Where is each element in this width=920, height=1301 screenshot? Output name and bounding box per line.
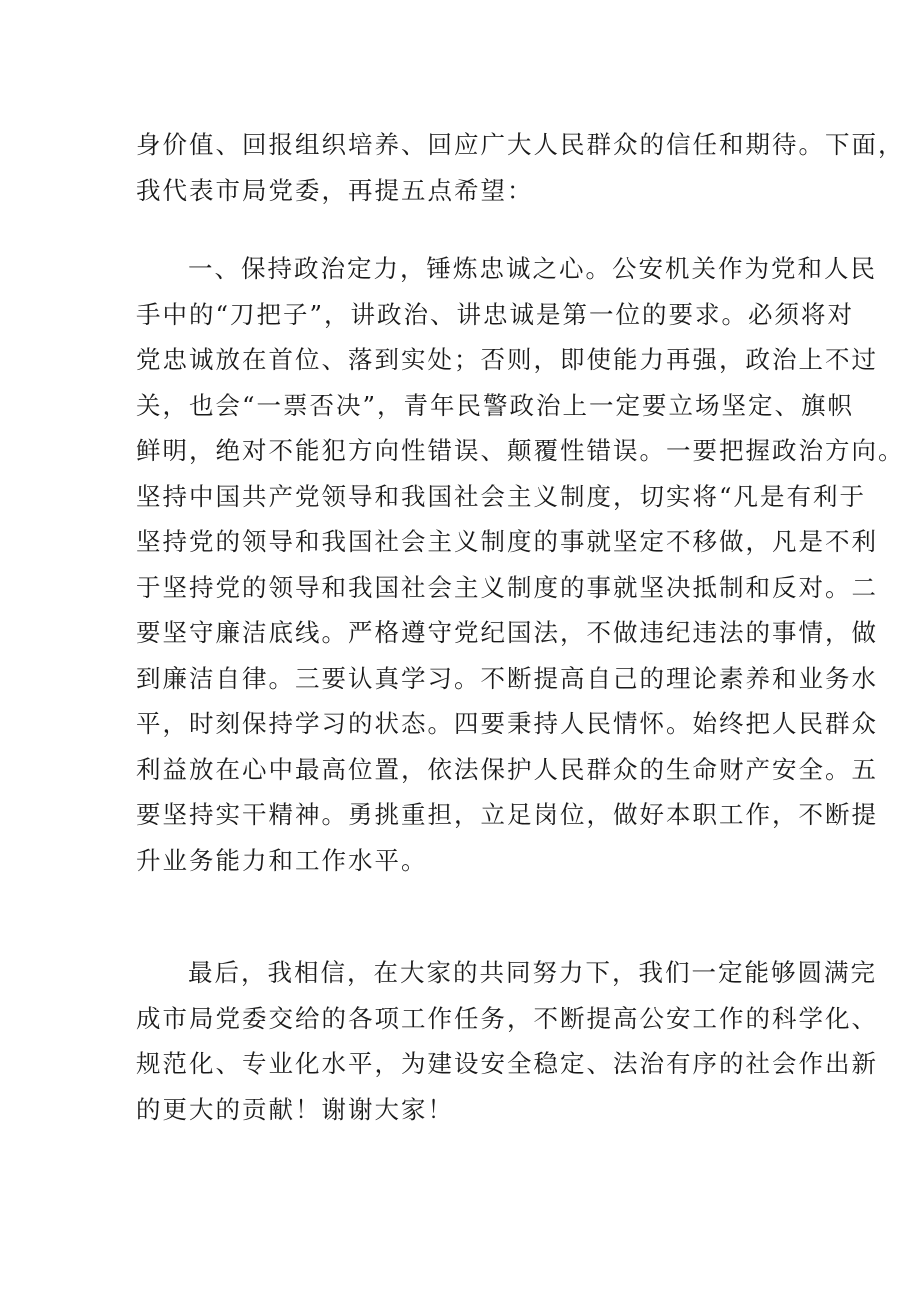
text-line: 的更大的贡献！谢谢大家！ — [136, 1094, 454, 1124]
text-line: 手中的“刀把子”，讲政治、讲忠诚是第一位的要求。必须将对 — [136, 299, 855, 329]
text-line: 身价值、回报组织培养、回应广大人民群众的信任和期待。下面， — [136, 130, 905, 159]
text-line: 鲜明，绝对不能犯方向性错误、颠覆性错误。一要把握政治方向。 — [136, 436, 905, 465]
intro-paragraph — [136, 122, 905, 213]
text-line: 利益放在心中最高位置，依法保护人民群众的生命财产安全。五 — [136, 754, 878, 784]
text-line: 成市局党委交给的各项工作任务，不断提高公安工作的科学化、 — [136, 1003, 878, 1033]
text-line: 升业务能力和工作水平。 — [136, 845, 428, 875]
text-line: 到廉洁自律。三要认真学习。不断提高自己的理论素养和业务水 — [136, 663, 878, 693]
text-line: 于坚持党的领导和我国社会主义制度的事就坚决抵制和反对。二 — [136, 572, 878, 602]
text-line: 最后，我相信，在大家的共同努力下，我们一定能够圆满完 — [188, 958, 877, 987]
closing-paragraph — [136, 950, 878, 1132]
text-line: 规范化、专业化水平，为建设安全稳定、法治有序的社会作出新 — [136, 1049, 878, 1078]
text-line: 一、保持政治定力，锤炼忠诚之心。公安机关作为党和人民 — [188, 254, 877, 283]
text-line: 要坚持实干精神。勇挑重担，立足岗位，做好本职工作，不断提 — [136, 800, 878, 829]
five-hopes-paragraph — [136, 246, 905, 883]
text-line: 坚持中国共产党领导和我国社会主义制度，切实将“凡是有利于 — [136, 481, 867, 511]
text-line: 平，时刻保持学习的状态。四要秉持人民情怀。始终把人民群众 — [136, 709, 878, 738]
text-line: 党忠诚放在首位、落到实处；否则，即使能力再强，政治上不过 — [136, 345, 878, 374]
text-line: 关，也会“一票否决”，青年民警政治上一定要立场坚定、旗帜 — [136, 390, 855, 420]
text-line: 我代表市局党委，再提五点希望： — [136, 175, 534, 205]
text-line: 坚持党的领导和我国社会主义制度的事就坚定不移做，凡是不利 — [136, 527, 878, 556]
text-line: 要坚守廉洁底线。严格遵守党纪国法，不做违纪违法的事情，做 — [136, 618, 878, 647]
